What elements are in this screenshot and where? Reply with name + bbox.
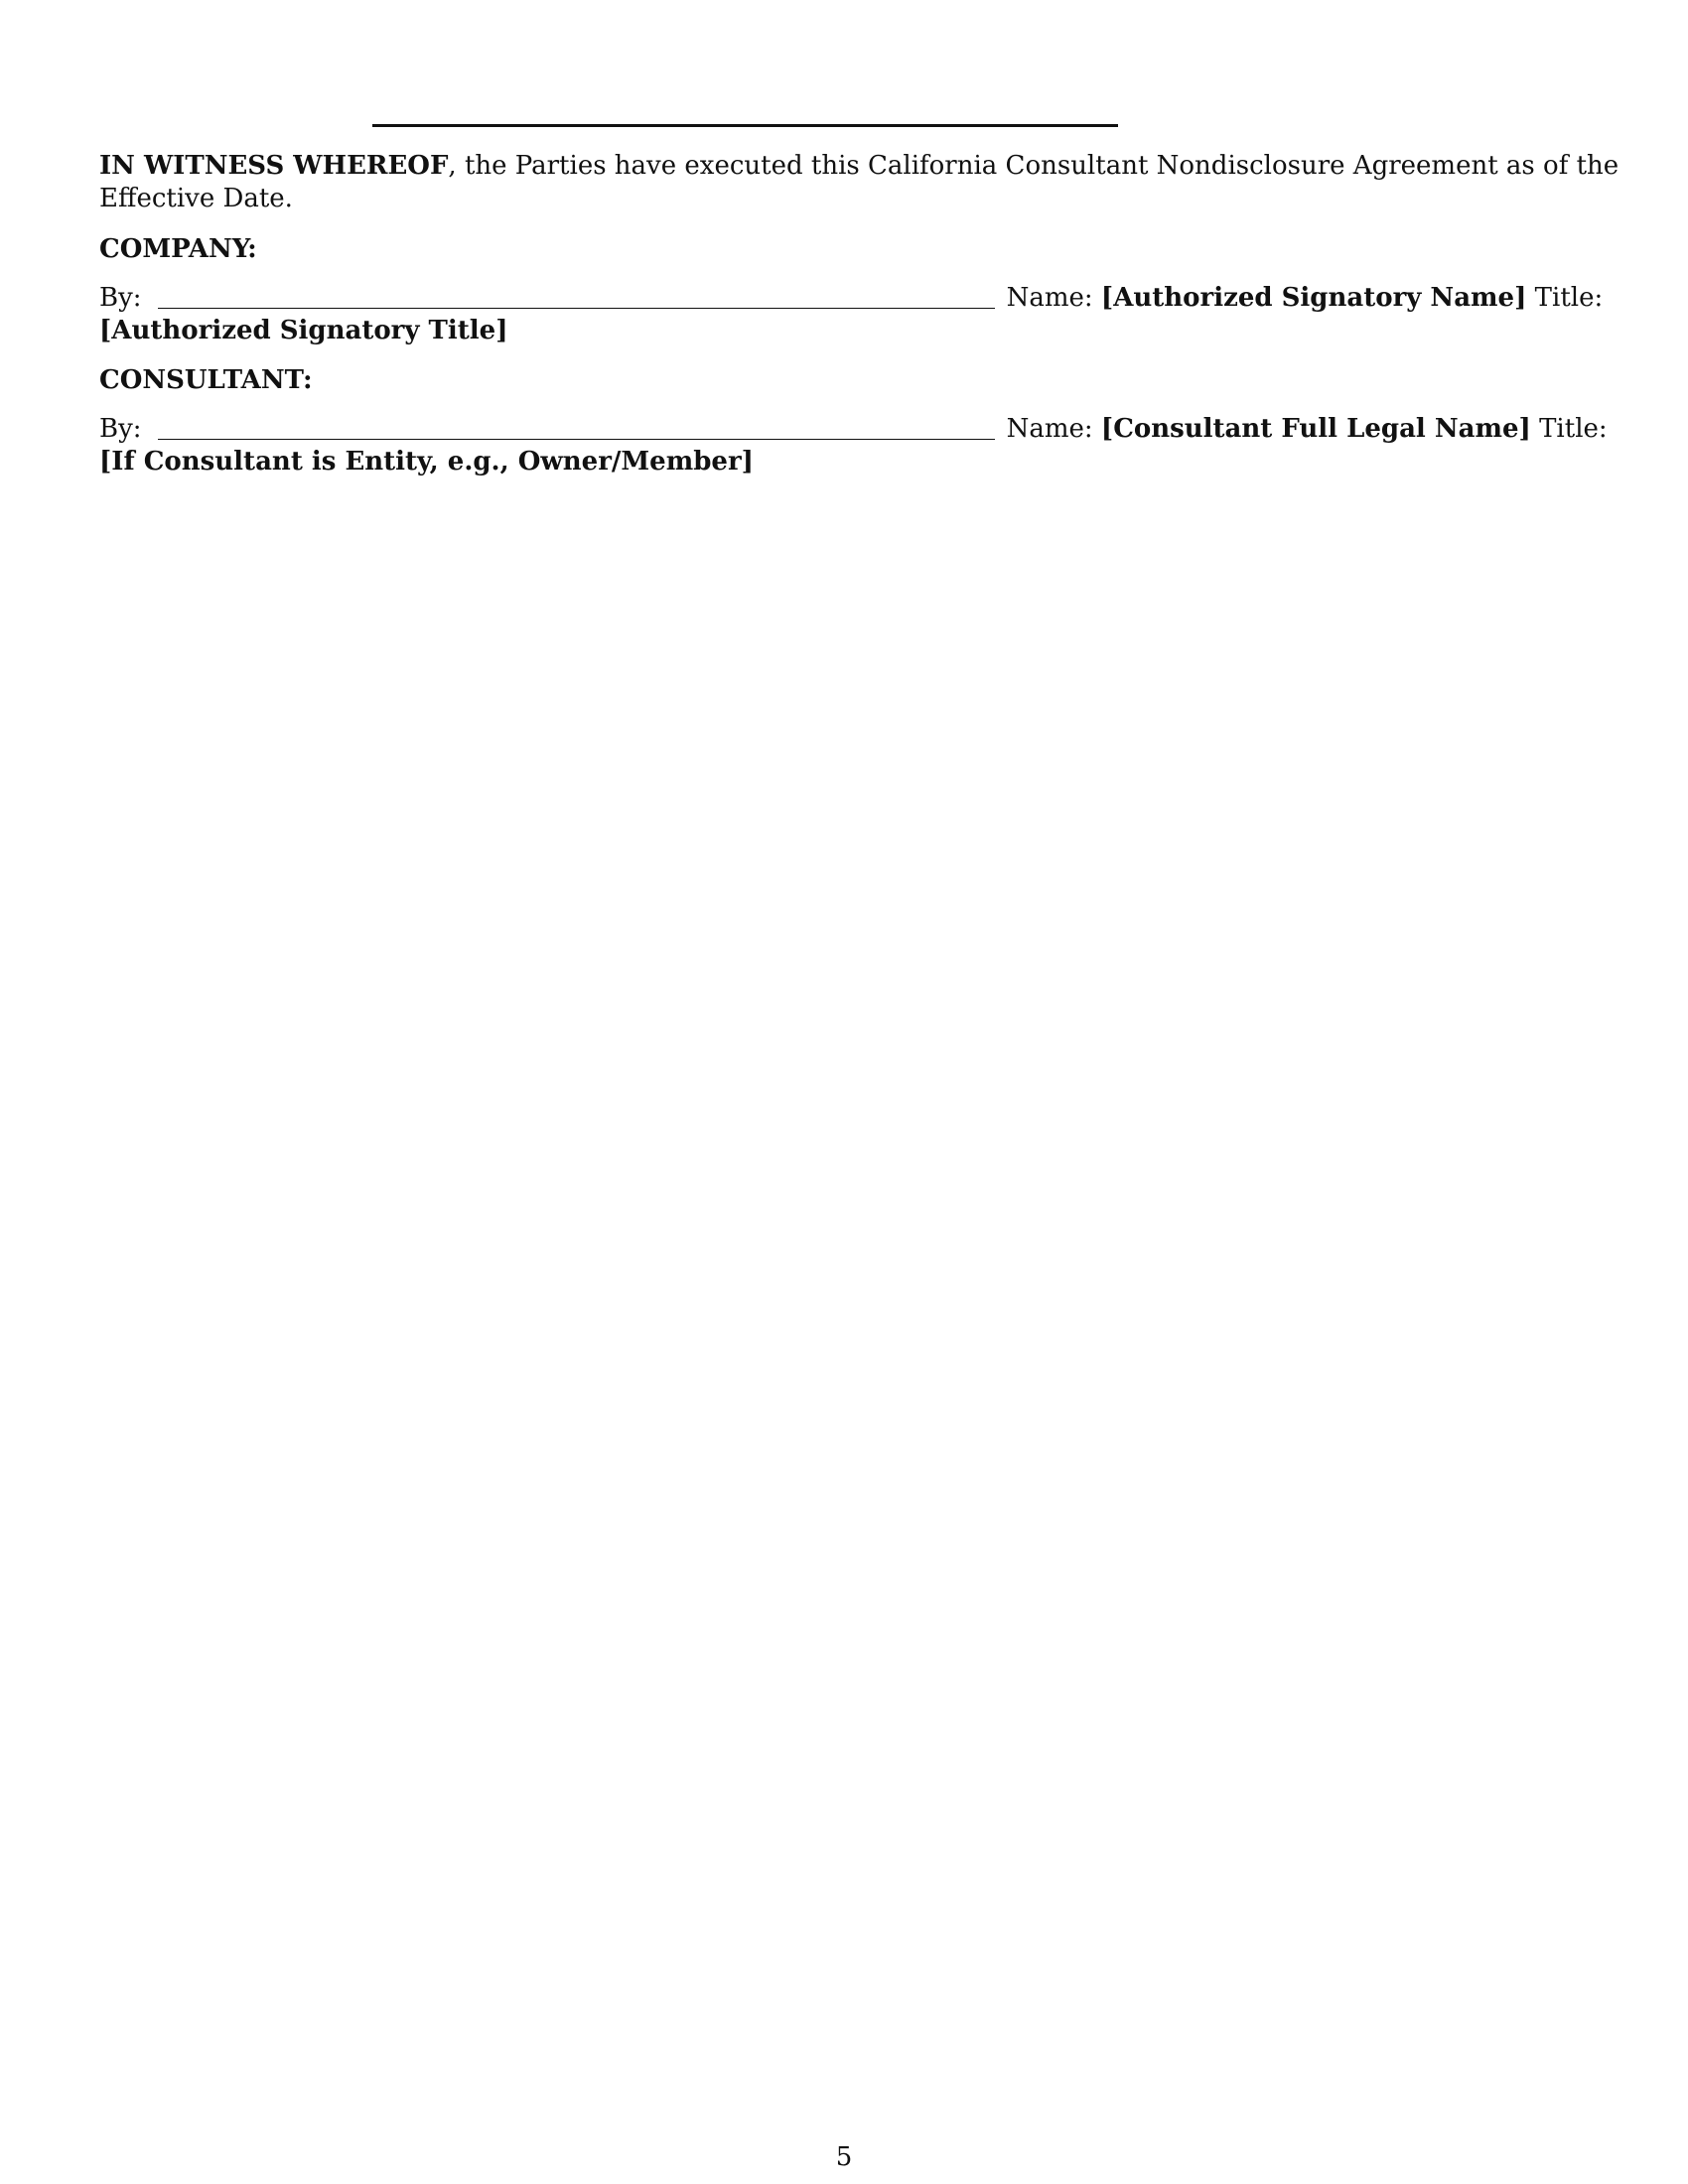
company-heading: COMPANY: [99,234,257,264]
consultant-signature-line [99,413,1608,446]
page-number: 5 [835,2142,853,2172]
company-name-label: Name: [1006,283,1093,313]
consultant-by-label: By: [99,414,142,444]
company-signature-field[interactable] [158,308,995,309]
witness-clause-line-1 [99,150,1619,183]
company-title-label: Title: [1534,283,1604,313]
company-name-value: [Authorized Signatory Name] [1100,283,1527,313]
company-by-label: By: [99,283,142,313]
consultant-name-label: Name: [1006,414,1093,444]
document-page [99,0,1619,2184]
witness-clause-body: , the Parties have executed this California Consultant Nondisclosure Agreement as of the [448,151,1619,181]
consultant-heading: CONSULTANT: [99,365,313,395]
company-title-value: [Authorized Signatory Title] [99,316,508,345]
consultant-name-value: [Consultant Full Legal Name] [1100,414,1531,444]
consultant-title-value: [If Consultant is Entity, e.g., Owner/Member] [99,447,754,477]
company-signature-line [99,282,1604,315]
consultant-signature-field[interactable] [158,439,995,440]
consultant-title-label: Title: [1539,414,1608,444]
witness-clause-line-2: Effective Date. [99,184,293,213]
witness-clause-lead: IN WITNESS WHEREOF [99,151,449,181]
